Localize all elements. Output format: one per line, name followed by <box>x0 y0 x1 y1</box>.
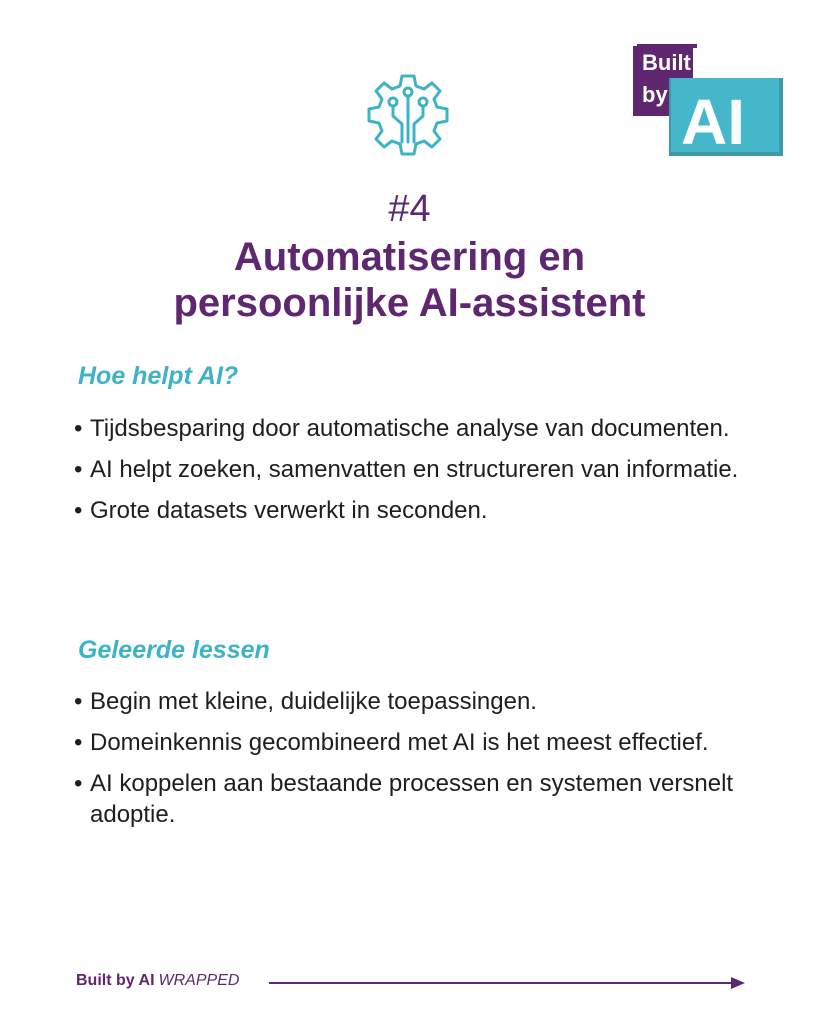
page-title <box>0 234 819 326</box>
list-item: • Begin met kleine, duidelijke toepassingen. <box>72 686 762 717</box>
how-ai-helps-list <box>72 413 762 536</box>
list-item: • Domeinkennis gecombineerd met AI is het meest effectief. <box>72 727 762 758</box>
arrow-right-icon <box>269 976 745 990</box>
logo-line1: Built <box>642 50 691 75</box>
list-item: • Grote datasets verwerkt in seconden. <box>72 495 762 526</box>
title-line-2: persoonlijke AI-assistent <box>173 281 646 325</box>
logo-line2: by <box>642 82 668 107</box>
section-heading-lessons-learned: Geleerde lessen <box>78 636 270 664</box>
footer-brand <box>76 972 239 990</box>
section-heading-how-ai-helps: Hoe helpt AI? <box>78 362 239 390</box>
gear-circuit-icon <box>366 72 450 158</box>
list-item: • AI helpt zoeken, samenvatten en structureren van informatie. <box>72 454 762 485</box>
logo-line3: AI <box>681 86 745 158</box>
title-line-1: Automatisering en <box>233 235 586 279</box>
footer <box>76 972 746 996</box>
list-item: • AI koppelen aan bestaande processen en systemen versnelt adoptie. <box>72 768 762 830</box>
lessons-learned-list <box>72 686 762 840</box>
built-by-ai-logo <box>633 44 783 158</box>
footer-brand-text: Built by AI <box>76 972 155 989</box>
footer-wrapped-tag: WRAPPED <box>158 972 240 989</box>
slide-number: #4 <box>388 188 431 230</box>
list-item: • Tijdsbesparing door automatische analyse van documenten. <box>72 413 762 444</box>
